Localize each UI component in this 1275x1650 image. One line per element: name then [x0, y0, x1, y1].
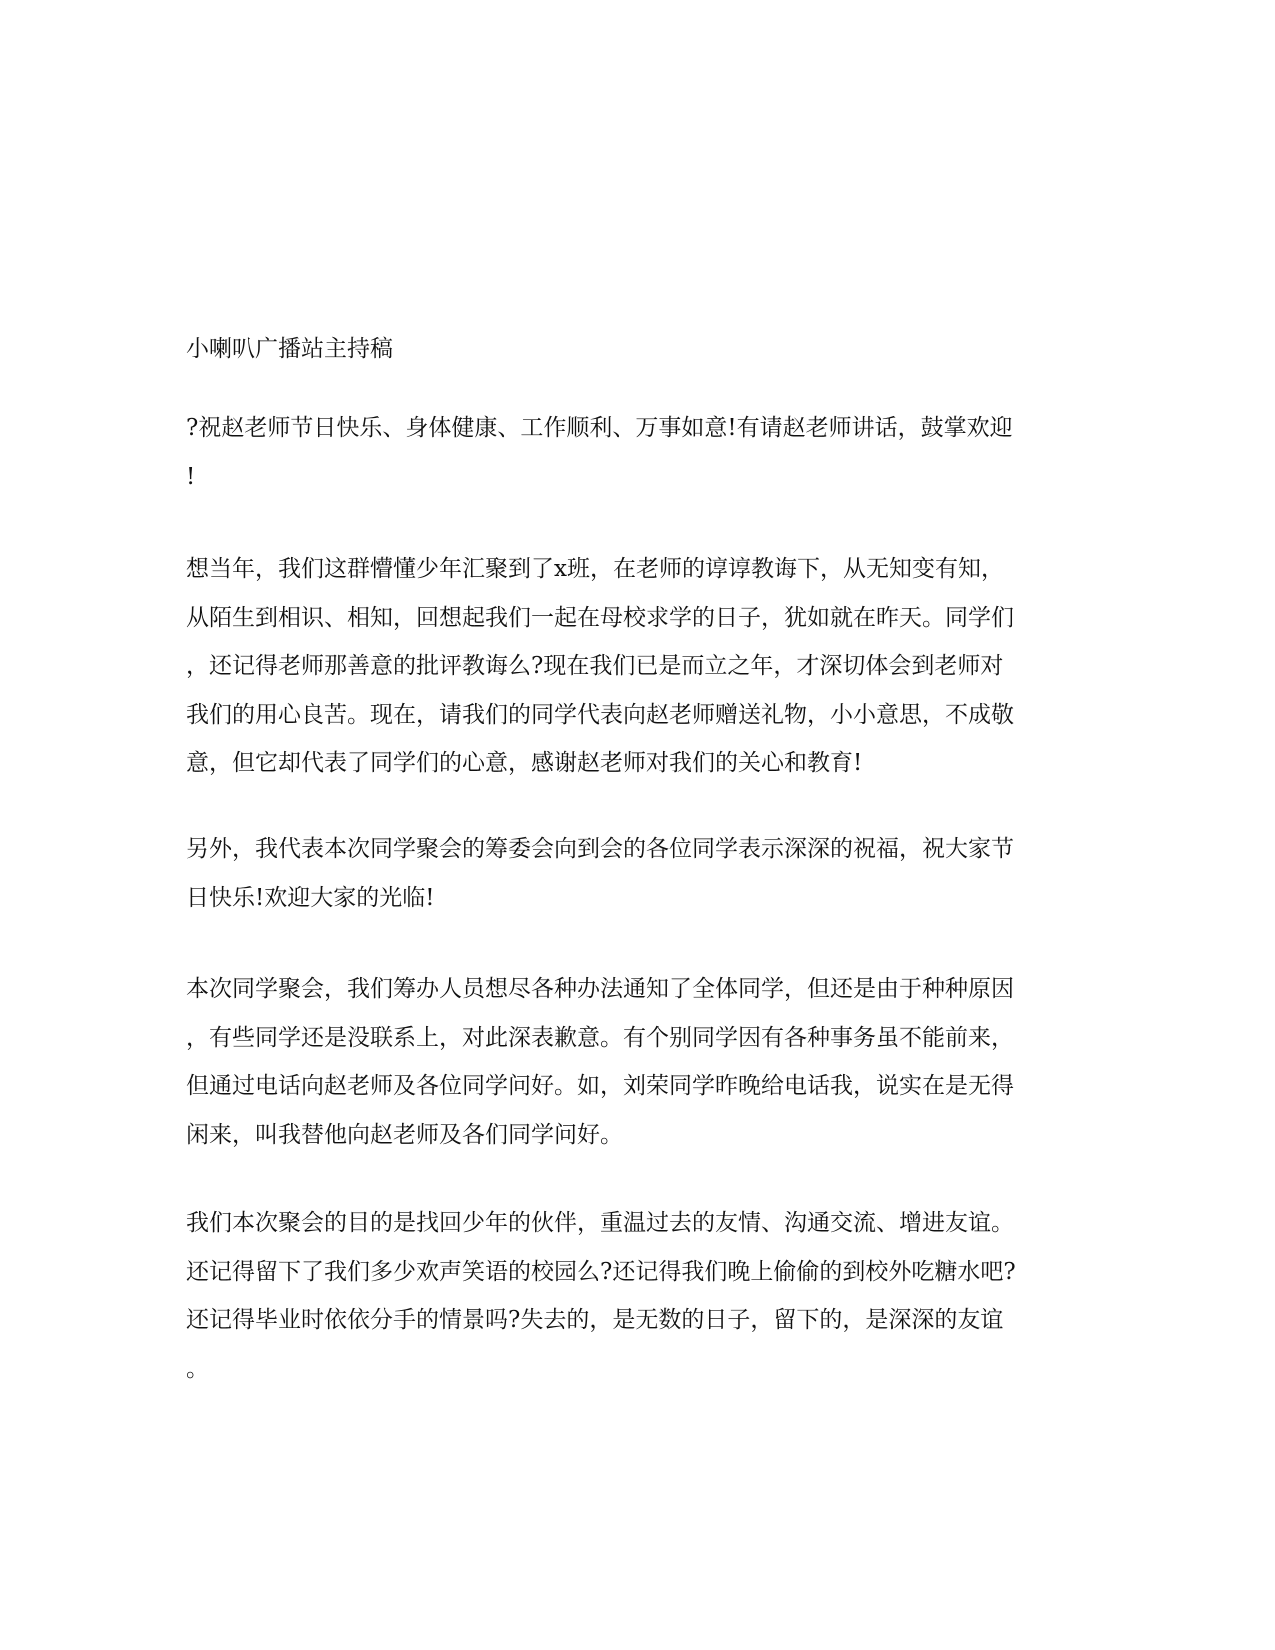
paragraph-line: 闲来，叫我替他向赵老师及各们同学问好。	[186, 1121, 623, 1148]
paragraph-line: 从陌生到相识、相知，回想起我们一起在母校求学的日子，犹如就在昨天。同学们	[186, 604, 1014, 631]
paragraph-line: !	[186, 463, 196, 490]
paragraph-line: 想当年，我们这群懵懂少年汇聚到了x班，在老师的谆谆教诲下，从无知变有知，	[186, 556, 1004, 582]
paragraph-line: ?祝赵老师节日快乐、身体健康、工作顺利、万事如意!有请赵老师讲话，鼓掌欢迎	[186, 415, 1013, 441]
paragraph-1	[186, 404, 1086, 501]
paragraph-line: 。	[186, 1355, 209, 1382]
paragraph-line: ，有些同学还是没联系上，对此深表歉意。有个别同学因有各种事务虽不能前来，	[186, 1024, 1014, 1051]
paragraph-line: ，还记得老师那善意的批评教诲么?现在我们已是而立之年，才深切体会到老师对	[186, 653, 1004, 679]
paragraph-line: 还记得毕业时依依分手的情景吗?失去的，是无数的日子，留下的，是深深的友谊	[186, 1307, 1004, 1333]
paragraph-5	[186, 1199, 1086, 1393]
paragraph-line: 我们的用心良苦。现在，请我们的同学代表向赵老师赠送礼物，小小意思，不成敬	[186, 701, 1014, 728]
paragraph-line: 另外，我代表本次同学聚会的筹委会向到会的各位同学表示深深的祝福，祝大家节	[186, 836, 1014, 862]
paragraph-line: 但通过电话向赵老师及各位同学问好。如，刘荣同学昨晚给电话我，说实在是无得	[186, 1073, 1014, 1099]
document-title: 小喇叭广播站主持稿	[186, 336, 393, 362]
paragraph-4	[186, 965, 1086, 1159]
paragraph-line: 我们本次聚会的目的是找回少年的伙伴，重温过去的友情、沟通交流、增进友谊。	[186, 1210, 1014, 1236]
paragraph-line: 还记得留下了我们多少欢声笑语的校园么?还记得我们晚上偷偷的到校外吃糖水吧?	[186, 1258, 1016, 1285]
paragraph-line: 日快乐!欢迎大家的光临!	[186, 884, 435, 911]
paragraph-3	[186, 825, 1086, 922]
paragraph-line: 意，但它却代表了同学们的心意，感谢赵老师对我们的关心和教育!	[186, 750, 863, 776]
paragraph-line: 本次同学聚会，我们筹办人员想尽各种办法通知了全体同学，但还是由于种种原因	[186, 976, 1014, 1002]
paragraph-2	[186, 545, 1086, 788]
